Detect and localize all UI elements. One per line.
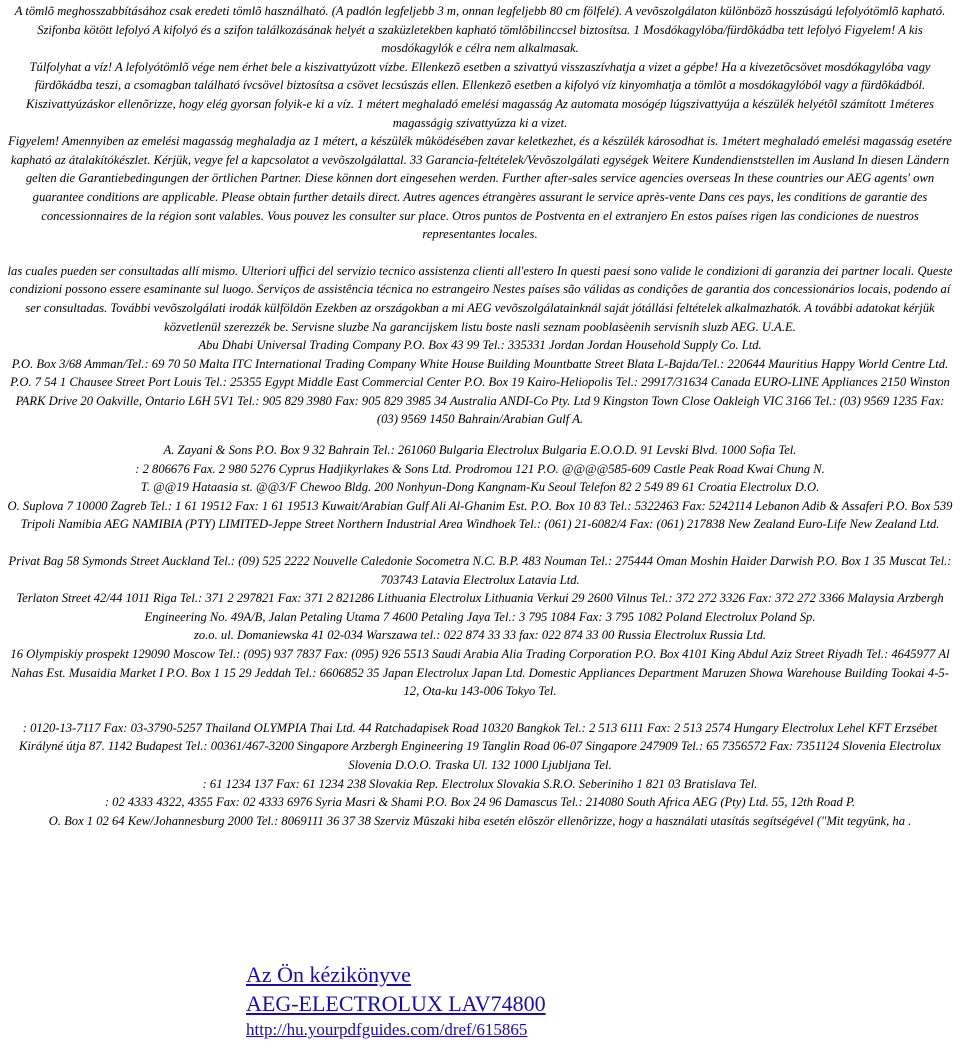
paragraph-address: : 2 806676 Fax. 2 980 5276 Cyprus Hadjikyrlakes & Sons Ltd. Prodromou 121 P.O. @@@@585-609 Castle Peak Road Kwai Chung N. [135, 461, 825, 476]
paragraph-address: 16 Olympiskiy prospekt 129090 Moscow Tel.: (095) 937 7837 Fax: (095) 926 5513 Saudi Arabia Alia Trading Corporation P.O. Box 4101 King Abdul Aziz Street Riyadh Tel.: 4645977 Al Nahas Est. Musaidia Market I P.O. Box 1 15 29 Jeddah Tel.: 6606852 35 Japan Electrolux Japan Ltd. Domestic Appliances Department Maruzen Showa Warehouse Building Tookai 4-5-12, Ota-ku 143-006 Tokyo Tel. [10, 647, 950, 699]
paragraph-address: Abu Dhabi Universal Trading Company P.O. Box 43 99 Tel.: 335331 Jordan Jordan Household Supply Co. Ltd. [198, 338, 762, 353]
paragraph-service-agencies: las cuales pueden ser consultadas allí mismo. Ulteriori uffici del servizio tecnico assistenza clienti all'estero In questi paesi sono valide le condizioni di garanzia dei partner locali. Queste condizioni possono essere esaminante sul luogo. Serviços de assistência técnica no estrangeiro Nestes países são válidas as condições de garantia dos concessionários locais, podendo aí ser consultadas. További vevõszolgálati irodák külföldön Ezekben az országokban a mi AEG vevõszolgálatainknál saját jótállási feltételek alkalmazhatók. A további adatokat kérjük közvetlenül szerezzék be. Servisne sluzbe Na garancijskem listu boste nasli seznam pooblasèenih servisnih sluzb AEG. U.A.E. [7, 263, 953, 334]
paragraph-address: : 02 4333 4322, 4355 Fax: 02 4333 6976 Syria Masri & Shami P.O. Box 24 96 Damascus Tel.: 214080 South Africa AEG (Pty) Ltd. 55, 12th Road P. [104, 795, 856, 810]
paragraph-address: : 0120-13-7117 Fax: 03-3790-5257 Thailand OLYMPIA Thai Ltd. 44 Ratchadapisek Road 10320 Bangkok Tel.: 2 513 6111 Fax: 2 513 2574 Hungary Electrolux Lehel KFT Erzsébet Királyné útja 87. 1142 Budapest Tel.: 00361/467-3200 Singapore Arzbergh Engineering 19 Tanglin Road 06-07 Singapore 247909 Tel.: 65 7356572 Fax: 7351124 Slovenia Electrolux Slovenia D.O.O. Traska Ul. 132 1000 Ljubljana Tel. [19, 720, 941, 772]
paragraph-address: O. Suplova 7 10000 Zagreb Tel.: 1 61 19512 Fax: 1 61 19513 Kuwait/Arabian Gulf Ali Al-Ghanim Est. P.O. Box 10 83 Tel.: 5322463 Fax: 5242114 Lebanon Adib & Assaferi P.O. Box 539 Tripoli Namibia AEG NAMIBIA (PTY) LIMITED-Jeppe Street Northern Industrial Area Windhoek Tel.: (061) 21-6082/4 Fax: (061) 217838 New Zealand Euro-Life New Zealand Ltd. [7, 498, 953, 532]
paragraph-service-check: O. Box 1 02 64 Kew/Johannesburg 2000 Tel.: 8069111 36 37 38 Szerviz Mûszaki hiba esetén elõször ellenõrizze, hogy a használati utasítás segítségével ("Mit tegyünk, ha . [48, 813, 912, 828]
footer-links [246, 960, 546, 1042]
product-link[interactable]: AEG-ELECTROLUX LAV74800 [246, 991, 546, 1016]
manual-link[interactable]: Az Ön kézikönyve [246, 962, 411, 987]
paragraph-address: P.O. 7 54 1 Chausee Street Port Louis Tel.: 25355 Egypt Middle East Commercial Center P.O. Box 19 Kairo-Heliopolis Tel.: 29917/31634 Canada EURO-LINE Appliances 2150 Winston PARK Drive 20 Oakville, Ontario L6H 5V1 Tel.: 905 829 3980 Fax: 905 829 3985 34 Australia ANDI-Co Pty. Ltd 9 Kingston Town Close Oakleigh VIC 3166 Tel.: (03) 9569 1235 Fax: (03) 9569 1450 Bahrain/Arabian Gulf A. [10, 375, 950, 427]
paragraph-hose-extension: A tömlõ meghosszabbításához csak eredeti tömlõ használható. (A padlón legfeljebb 3 m, onnan legfeljebb 80 cm fölfelé). A vevõszolgálaton különbözõ hosszúságú lefolyótömlõ kapható. Szifonba kötött lefolyó A kifolyó és a szifon találkozásának helyét a szaküzletekben kapható tömlõbilinccsel biztosítsa. 1 Mosdókagylóba/fürdõkádba tett lefolyó Figyelem! A kis mosdókagylók e célra nem alkalmasak. [14, 4, 946, 56]
manual-text [4, 2, 956, 830]
paragraph-address: T. @@19 Hataasia st. @@3/F Chewoo Bldg. 200 Nonhyun-Dong Kangnam-Ku Seoul Telefon 82 2 549 89 61 Croatia Electrolux D.O. [140, 480, 820, 495]
url-link[interactable]: http://hu.yourpdfguides.com/dref/615865 [246, 1020, 528, 1039]
paragraph-address: Terlaton Street 42/44 1011 Riga Tel.: 371 2 297821 Fax: 371 2 821286 Lithuania Electrolux Lithuania Verkui 29 2600 Vilnus Tel.: 372 272 3326 Fax: 372 272 3366 Malaysia Arzbergh Engineering No. 49A/B, Jalan Petaling Utama 7 4600 Petaling Jaya Tel.: 3 795 1084 Fax: 3 795 1082 Poland Electrolux Poland Sp. [16, 591, 944, 624]
paragraph-address: Privat Bag 58 Symonds Street Auckland Tel.: (09) 525 2222 Nouvelle Caledonie Socometra N.C. B.P. 483 Nouman Tel.: 275444 Oman Moshin Haider Darwish P.O. Box 1 35 Muscat Tel.: 703743 Latavia Electrolux Latavia Ltd. [8, 554, 952, 587]
paragraph-address: zo.o. ul. Domaniewska 41 02-034 Warszawa tel.: 022 874 33 33 fax: 022 874 33 00 Russia Electrolux Russia Ltd. [193, 628, 767, 643]
paragraph-guarantee: Figyelem! Amennyiben az emelési magasság meghaladja az 1 métert, a készülék mûködésében zavar keletkezhet, és a készülék károsodhat is. 1métert meghaladó emelési magasság esetére kapható az átalakítókészlet. Kérjük, vegye fel a kapcsolatot a vevõszolgálattal. 33 Garancia-feltételek/Vevõszolgálati egységek Weitere Kundendienststellen im Ausland In diesen Ländern gelten die Garantiebedingungen der örtlichen Partner. Diese können dort eingesehen werden. Further after-sales service agencies overseas In these countries our AEG agents' own guarantee conditions are applicable. Please obtain further details direct. Autres agences étrangères assurant le service après-vente Dans ces pays, les conditions de garantie des concessionnaires de la région sont valables. Vous pouvez les consulter sur place. Otros puntos de Postventa en el extranjero En estos países rigen las condiciones de nuestros representantes locales. [8, 134, 952, 242]
paragraph-address: P.O. Box 3/68 Amman/Tel.: 69 70 50 Malta ITC International Trading Company White House Building Mountbatte Street Blata L-Bajda/Tel.: 220644 Mauritius Happy World Centre Ltd. [11, 356, 949, 371]
paragraph-overflow-warning: Túlfolyhat a víz! A lefolyótömlõ vége nem érhet bele a kiszivattyúzott vízbe. Ellenkezõ esetben a szivattyú visszaszívhatja a vizet a gépbe! Ha a kivezetõcsövet mosdókagylóba vagy fürdõkádba teszi, a csomagban található ívcsövel biztosítsa a csövet lecsúszás ellen. Ellenkezõ esetben a kifolyó víz kinyomhatja a tömlõt a mosdókagylóból vagy a fürdõkádból. Kiszivattyúzáskor ellenõrizze, hogy elég gyorsan folyik-e ki a víz. 1 métert meghaladó emelési magasság Az automata mosógép lúgszivattyúja a készülék helyétõl számított 1méteres magasságig szivattyúzza ki a vizet. [26, 59, 934, 130]
paragraph-address: : 61 1234 137 Fax: 61 1234 238 Slovakia Rep. Electrolux Slovakia S.R.O. Seberiniho 1 821 03 Bratislava Tel. [202, 776, 758, 791]
paragraph-address: A. Zayani & Sons P.O. Box 9 32 Bahrain Tel.: 261060 Bulgaria Electrolux Bulgaria E.O.O.D. 91 Levski Blvd. 1000 Sofia Tel. [163, 443, 797, 458]
